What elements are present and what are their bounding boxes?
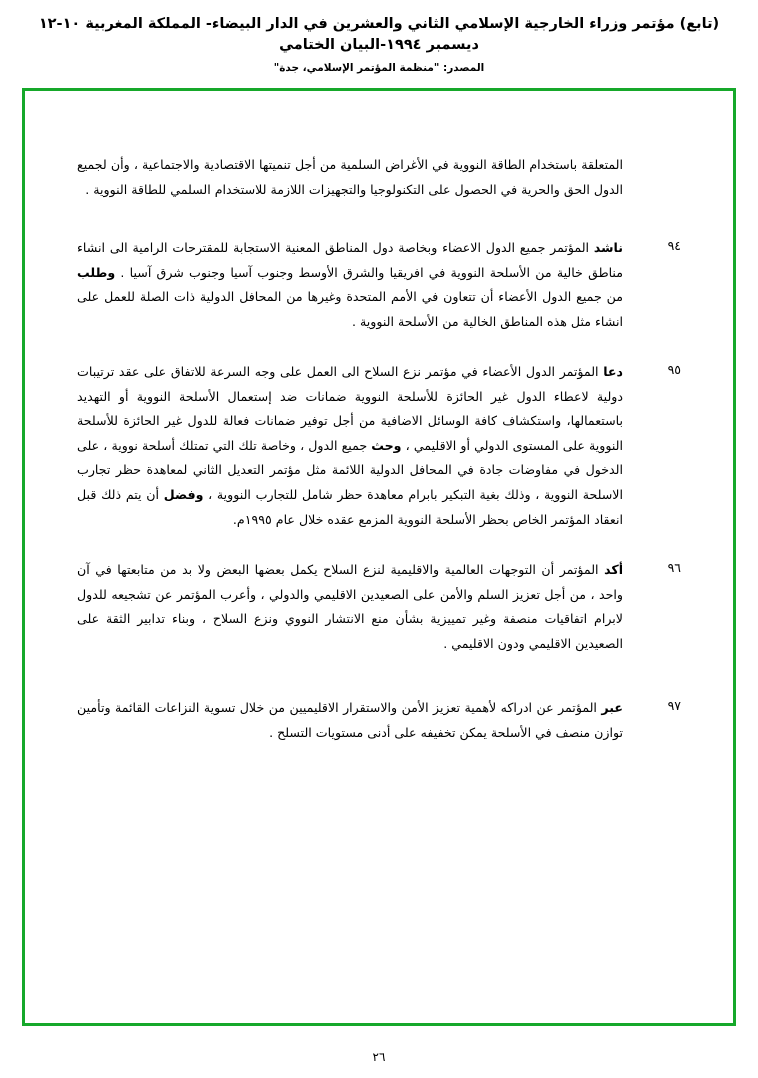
paragraph-number: ٩٧ [667,698,681,714]
paragraph-number: ٩٦ [667,560,681,576]
paragraph-text-run: المؤتمر عن ادراكه لأهمية تعزيز الأمن والاستقرار الاقليميين من خلال تسوية النزاعات القائمة وتأمين توازن منصف في الأسلحة يمكن تخفيفه على أدنى مستويات التسلح . [77,700,623,740]
paragraph-text [77,696,623,745]
paragraph-text-run-2: جميع الدول ، وخاصة تلك التي تمتلك أسلحة نووية ، على الدخول في مفاوضات جادة في المحافل الدولية اللائمة مثل مؤتمر التعديل الثاني لمعاهدة حظر تجارب الاسلحة النووية ، وذلك بغية التبكير بابرام معاهدة حظر شامل للتجارب النووية ، [77,437,623,503]
paragraph-97 [77,696,681,745]
paragraph-text-run: المؤتمر جميع الدول الاعضاء وبخاصة دول المناطق المعنية الاستجابة للمقترحات الرامية الى انشاء مناطق خالية من الأسلحة النووية في افريقيا والشرق الأوسط وجنوب آسيا وجنوب شرق آسيا . [77,240,623,280]
paragraph-lead-word: أكد [604,562,624,578]
paragraph-94 [77,236,681,334]
page-header [0,0,758,74]
paragraph-continuation [77,153,681,202]
paragraph-text-run: المؤتمر أن التوجهات العالمية والاقليمية لنزع السلاح يكمل بعضها البعض ولا بد من متابعتها في آن واحد ، من أجل تعزيز السلم والأمن على الصعيدين الاقليمي والدولي ، وأعرب المؤتمر عن تشجيعه للدول لابرام اتفاقيات منصفة وغير تمييزية بشأن منع الانتشار النووي ونزع السلاح ، وبناء تدابير الثقة على الصعيدين الاقليمي ودون الاقليمي . [77,562,623,651]
paragraph-lead-word-2: وحث [371,437,402,453]
paragraph-lead-word: ناشد [593,240,623,256]
paragraph-lead-word-3: وفضل [163,487,204,503]
paragraph-number: ٩٥ [667,362,681,378]
paragraph-lead-word: عبر [601,700,623,716]
paragraph-text [77,153,623,202]
page-footer [0,1050,758,1064]
page-title: (تابع) مؤتمر وزراء الخارجية الإسلامي الثاني والعشرين في الدار البيضاء- المملكة المغربية ١٠-١٢ ديسمبر ١٩٩٤-البيان الختامي [38,16,720,54]
paragraph-lead-word-2: وطلب [77,264,116,280]
paragraph-95 [77,360,681,532]
source-line: المصدر: "منظمة المؤتمر الإسلامي، جدة" [273,62,485,75]
paragraph-lead-word: دعا [603,364,623,380]
paragraph-96 [77,558,681,656]
paragraph-text [77,360,623,532]
paragraph-text-run-3: أن يتم ذلك قبل انعقاد المؤتمر الخاص بحظر الأسلحة النووية المزمع عقده خلال عام ١٩٩٥م. [77,487,623,527]
page-number: ٢٦ [372,1050,386,1064]
paragraph-text [77,558,623,656]
paragraph-text [77,236,623,334]
paragraph-number: ٩٤ [667,238,681,254]
paragraph-text-run: المؤتمر الدول الأعضاء في مؤتمر نزع السلاح الى العمل على وجه السرعة للاتفاق على عقد ترتيبات دولية لاعطاء الدول غير الحائزة للأسلحة النووية ضمانات ضد إستعمال الأسلحة النووية أو التهديد باستعمالها، واستكشاف كافة الوسائل الاضافية من أجل توفير ضمانات فعالة للدول غير الحائزة للأسلحة النووية على المستوى الدولي أو الاقليمي ، [77,364,623,453]
content-frame [22,88,736,1026]
content-body [25,91,733,1023]
paragraph-text-run: المتعلقة باستخدام الطاقة النووية في الأغراض السلمية من أجل تنميتها الاقتصادية والاجتماعية ، وأن لجميع الدول الحق والحرية في الحصول على التكنولوجيا والتجهيزات اللازمة للاستخدام السلمي للطاقة النووية . [77,157,623,197]
paragraph-text-run-2: من جميع الدول الأعضاء أن تتعاون في الأمم المتحدة وغيرها من المحافل الدولية ذات الصلة للعمل على انشاء مثل هذه المناطق الخالية من الأسلحة النووية . [77,289,623,329]
